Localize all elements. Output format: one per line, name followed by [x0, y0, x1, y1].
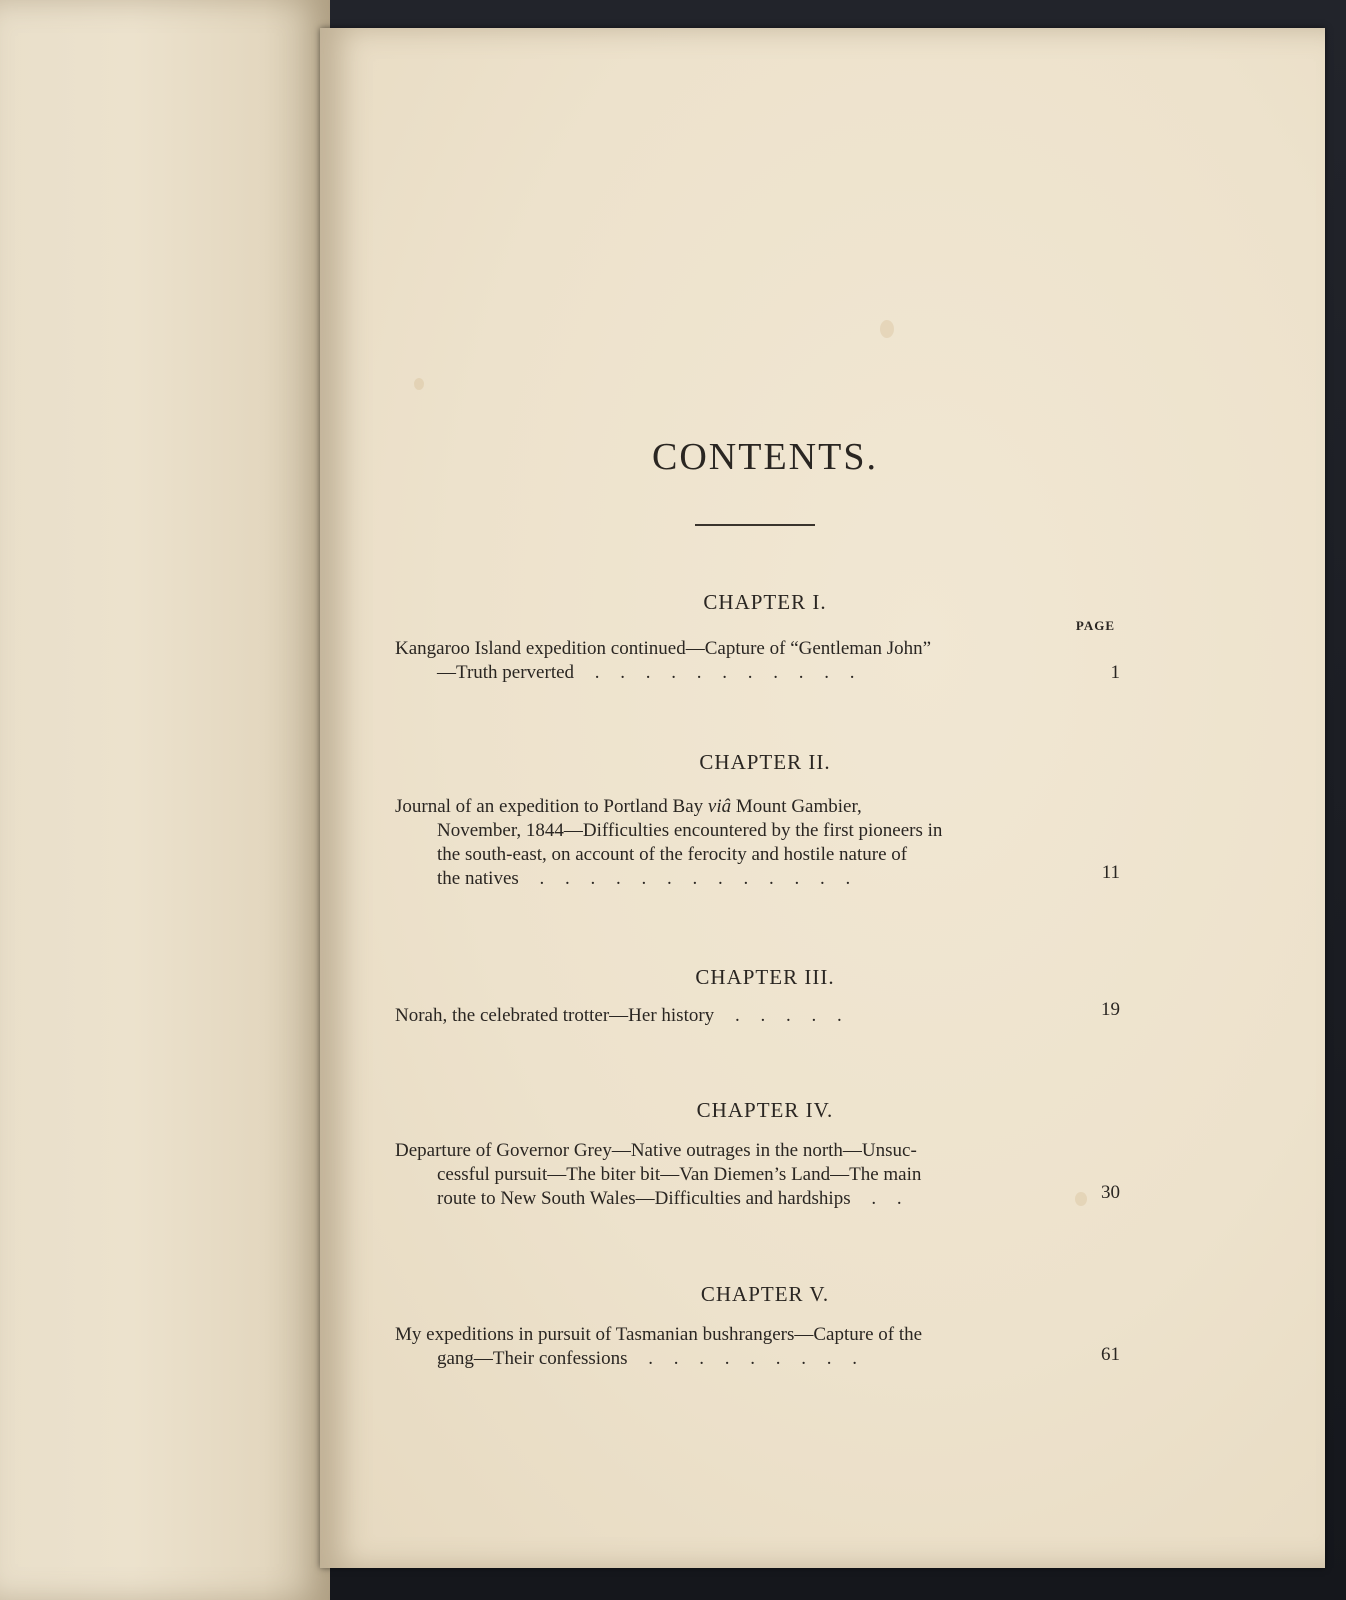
left-page — [0, 0, 330, 1600]
summary-line: —Truth perverted . . . . . . . . . . . — [437, 662, 855, 683]
summary-line: cessful pursuit—The biter bit—Van Diemen’s Land—The main — [437, 1164, 922, 1185]
page-number: 30 — [1101, 1182, 1120, 1203]
chapter-4 — [395, 1098, 1135, 1211]
page-number: 19 — [1101, 999, 1120, 1020]
chapter-2 — [395, 750, 1135, 891]
summary-line: Journal of an expedition to Portland Bay viâ Mount Gambier, — [395, 796, 862, 817]
page-title: CONTENTS. — [652, 436, 878, 478]
summary-line: Kangaroo Island expedition continued—Capture of “Gentleman John” — [395, 638, 932, 659]
chapter-summary — [395, 637, 1120, 685]
chapter-summary — [395, 1323, 1120, 1371]
title-rule — [695, 524, 815, 526]
chapter-heading: CHAPTER V. — [700, 1282, 830, 1306]
chapter-summary — [395, 795, 1120, 891]
chapter-heading: CHAPTER III. — [695, 965, 835, 989]
chapter-1 — [395, 590, 1135, 685]
foxing-spot — [880, 320, 894, 338]
chapter-heading: CHAPTER II. — [699, 750, 831, 774]
chapter-3 — [395, 965, 1135, 1028]
page-number: 61 — [1101, 1344, 1120, 1365]
summary-line: November, 1844—Difficulties encountered by the first pioneers in — [437, 820, 943, 841]
page-column-label: PAGE — [1075, 618, 1115, 633]
chapter-summary — [395, 1139, 1120, 1211]
foxing-spot — [414, 378, 424, 390]
summary-line: Departure of Governor Grey—Native outrages in the north—Unsuc- — [395, 1140, 917, 1161]
chapter-summary — [395, 999, 1120, 1028]
summary-line: route to New South Wales—Difficulties and hardships . . — [437, 1188, 902, 1209]
chapter-heading: CHAPTER I. — [703, 590, 827, 614]
contents-page — [395, 400, 1135, 1450]
summary-line: Norah, the celebrated trotter—Her history . . . . . — [395, 1005, 842, 1026]
summary-line: My expeditions in pursuit of Tasmanian bushrangers—Capture of the — [395, 1324, 923, 1345]
page-number: 1 — [1110, 662, 1120, 683]
page-number: 11 — [1101, 862, 1120, 883]
summary-line: the natives . . . . . . . . . . . . . — [437, 868, 851, 889]
chapter-heading: CHAPTER IV. — [696, 1098, 834, 1122]
chapter-5 — [395, 1282, 1135, 1371]
summary-line: gang—Their confessions . . . . . . . . . — [437, 1348, 857, 1369]
summary-line: the south-east, on account of the ferocity and hostile nature of — [437, 844, 908, 865]
